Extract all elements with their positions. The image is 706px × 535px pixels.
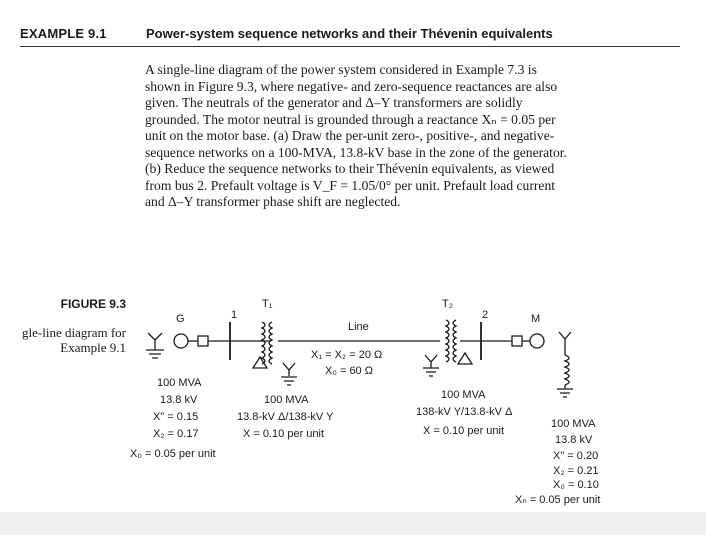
paragraph-line: (b) Reduce the sequence networks to their Thévenin equivalents, as viewed [145, 161, 555, 176]
example-label: EXAMPLE 9.1 [20, 26, 107, 41]
bus-1-label: 1 [231, 309, 238, 321]
gen-data-line: 100 MVA [157, 377, 202, 389]
motor-data-line: X₂ = 0.21 [553, 465, 599, 477]
motor-data-line: 100 MVA [551, 418, 596, 430]
paragraph-line: A single-line diagram of the power system considered in Example 7.3 is [145, 62, 537, 77]
t1-data-line: 13.8-kV Δ/138-kV Y [237, 411, 334, 423]
motor-data-line: X" = 0.20 [553, 450, 599, 462]
gen-data-line: X₂ = 0.17 [153, 428, 199, 440]
t1-label: T₁ [262, 298, 273, 310]
transformer-t2-icon [423, 320, 472, 376]
t2-label: T₂ [442, 298, 453, 310]
page-bottom-margin [0, 512, 706, 535]
generator-breaker-icon [198, 336, 208, 346]
t2-data-line: 138-kV Y/13.8-kV Δ [416, 406, 513, 418]
gen-data-line: X" = 0.15 [153, 411, 199, 423]
t1-data-line: X = 0.10 per unit [243, 428, 325, 440]
gen-data-line: X₀ = 0.05 per unit [130, 448, 216, 460]
motor-neutral-reactor-icon [557, 332, 573, 397]
transformer-t1-icon [253, 322, 297, 385]
paragraph-line: shown in Figure 9.3, where negative- and zero-sequence reactances are also [145, 78, 558, 94]
line-x0: X₀ = 60 Ω [325, 365, 373, 377]
figure-caption-line: gle-line diagram for [22, 325, 126, 340]
gen-data-line: 13.8 kV [160, 394, 198, 406]
paragraph-line: unit on the motor base. (a) Draw the per-unit zero-, positive-, and negative- [145, 128, 555, 143]
paragraph-line: sequence networks on a 100-MVA, 13.8-kV base in the zone of the generator. [145, 144, 567, 160]
figure-label: FIGURE 9.3 [60, 297, 126, 311]
line-x12: X₁ = X₂ = 20 Ω [311, 349, 383, 361]
motor-circle-icon [530, 334, 544, 348]
t2-data-line: 100 MVA [441, 389, 486, 401]
motor-data-line: 13.8 kV [555, 434, 593, 446]
motor-breaker-icon [512, 336, 522, 346]
paragraph-line: and Δ–Y transformer phase shift are neglected. [145, 194, 401, 209]
paragraph-line: given. The neutrals of the generator and Δ–Y transformers are solidly [145, 95, 523, 110]
paragraph-line: from bus 2. Prefault voltage is V_F = 1.05/0° per unit. Prefault load current [145, 177, 556, 193]
t1-data-line: 100 MVA [264, 394, 309, 406]
t2-data-line: X = 0.10 per unit [423, 425, 505, 437]
example-title: Power-system sequence networks and their Thévenin equivalents [146, 26, 553, 41]
motor-label: M [531, 313, 541, 325]
motor-data-line: X₀ = 0.10 [553, 479, 599, 491]
motor-data-line: Xₙ = 0.05 per unit [515, 494, 601, 506]
generator-wye-ground-icon [146, 333, 164, 358]
gen-label: G [176, 313, 185, 325]
figure-caption-line: Example 9.1 [60, 340, 126, 355]
generator-circle-icon [174, 334, 188, 348]
paragraph-line: grounded. The motor neutral is grounded through a reactance Xₙ = 0.05 per [145, 111, 556, 127]
bus-2-label: 2 [482, 309, 489, 321]
line-label: Line [348, 321, 369, 333]
